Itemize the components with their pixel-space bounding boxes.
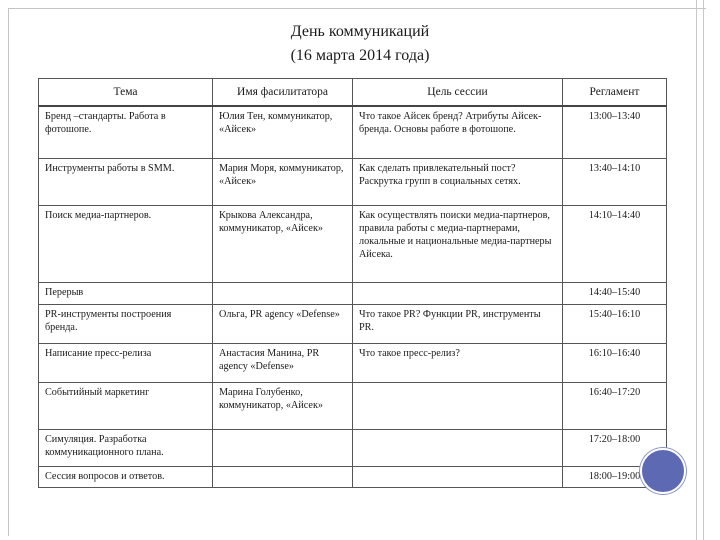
cell-theme: Симуляция. Разработка коммуникационного плана. [39, 430, 213, 467]
title-line-2: (16 марта 2014 года) [290, 47, 430, 64]
cell-time: 13:40–14:10 [563, 159, 667, 206]
cell-goal: Что такое пресс-релиз? [353, 344, 563, 383]
table-row [39, 283, 667, 305]
decorative-circle [640, 448, 686, 494]
cell-goal [353, 430, 563, 467]
cell-goal [353, 383, 563, 430]
table-header-row [39, 79, 667, 107]
cell-time: 16:10–16:40 [563, 344, 667, 383]
title-line-1: День коммуникаций [290, 23, 430, 40]
cell-theme: Поиск медиа-партнеров. [39, 206, 213, 283]
cell-theme: Бренд –стандарты. Работа в фотошопе. [39, 106, 213, 159]
cell-theme: Перерыв [39, 283, 213, 305]
cell-time: 18:00–19:00 [563, 467, 667, 488]
slide-right-rail [696, 0, 704, 540]
cell-facilitator [213, 467, 353, 488]
cell-facilitator [213, 430, 353, 467]
cell-theme: Написание пресс-релиза [39, 344, 213, 383]
cell-time: 14:40–15:40 [563, 283, 667, 305]
agenda-table [38, 78, 667, 488]
cell-goal: Как сделать привлекательный пост? Раскрутка групп в социальных сетях. [353, 159, 563, 206]
cell-theme: Сессия вопросов и ответов. [39, 467, 213, 488]
cell-time: 14:10–14:40 [563, 206, 667, 283]
cell-time: 16:40–17:20 [563, 383, 667, 430]
table-row [39, 467, 667, 488]
table-row [39, 344, 667, 383]
cell-facilitator: Мария Моря, коммуникатор, «Айсек» [213, 159, 353, 206]
table-row [39, 206, 667, 283]
page-title [0, 20, 720, 68]
cell-facilitator: Анастасия Манина, PR agency «Defense» [213, 344, 353, 383]
table-row [39, 430, 667, 467]
cell-goal: Как осуществлять поиски медиа-партнеров, правила работы с медиа-партнерами, локальные и национальные медиа-партнеры Айсека. [353, 206, 563, 283]
table-row [39, 159, 667, 206]
cell-time: 15:40–16:10 [563, 305, 667, 344]
header-theme: Тема [39, 79, 213, 107]
cell-theme: Событийный маркетинг [39, 383, 213, 430]
cell-goal: Что такое PR? Функции PR, инструменты PR. [353, 305, 563, 344]
table-row [39, 305, 667, 344]
header-time: Регламент [563, 79, 667, 107]
cell-theme: Инструменты работы в SMM. [39, 159, 213, 206]
table-row [39, 106, 667, 159]
header-goal: Цель сессии [353, 79, 563, 107]
cell-facilitator: Ольга, PR agency «Defense» [213, 305, 353, 344]
cell-time: 13:00–13:40 [563, 106, 667, 159]
cell-facilitator [213, 283, 353, 305]
cell-goal: Что такое Айсек бренд? Атрибуты Айсек-бренда. Основы работе в фотошопе. [353, 106, 563, 159]
cell-goal [353, 283, 563, 305]
cell-time: 17:20–18:00 [563, 430, 667, 467]
cell-theme: PR-инструменты построения бренда. [39, 305, 213, 344]
cell-facilitator: Юлия Тен, коммуникатор, «Айсек» [213, 106, 353, 159]
table-row [39, 383, 667, 430]
header-facilitator: Имя фасилитатора [213, 79, 353, 107]
cell-goal [353, 467, 563, 488]
cell-facilitator: Марина Голубенко, коммуникатор, «Айсек» [213, 383, 353, 430]
cell-facilitator: Крыкова Александра, коммуникатор, «Айсек» [213, 206, 353, 283]
